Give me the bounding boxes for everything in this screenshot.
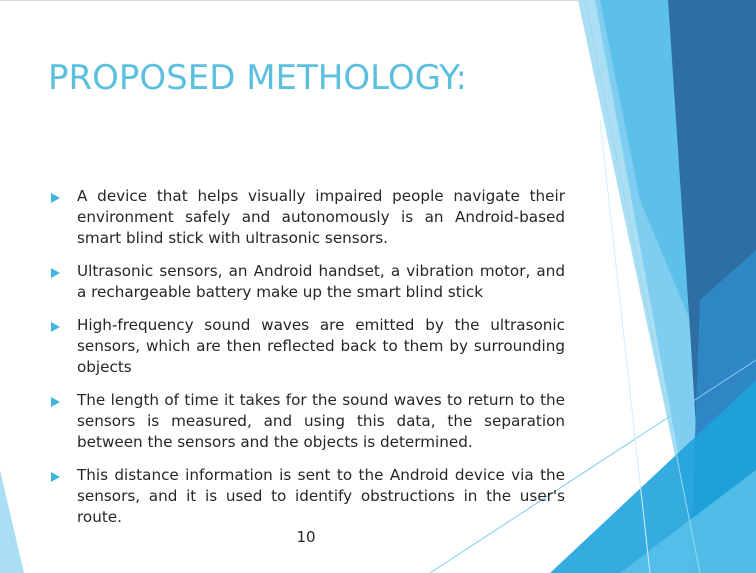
right-triangle-icon [51,268,60,278]
right-triangle-icon [51,322,60,332]
right-triangle-icon [51,472,60,482]
bullet-text: The length of time it takes for the sound waves to return to the sensors is measured, and using this data, the separation between the sensors and the objects is determined. [77,391,565,451]
bullet-item [48,315,565,378]
bullet-item [48,261,565,303]
bullet-text: This distance information is sent to the Android device via the sensors, and it is used to identify obstructions in the user's route. [77,466,565,526]
page-number: 10 [296,528,316,546]
right-triangle-icon [51,193,60,203]
left-facet-sliver [0,470,24,573]
bullet-item [48,465,565,528]
bullet-item [48,390,565,453]
bullet-list [48,186,565,540]
bullet-text: High-frequency sound waves are emitted by the ultrasonic sensors, which are then reflected back to them by surrounding objects [77,316,565,376]
right-triangle-icon [51,397,60,407]
bullet-text: Ultrasonic sensors, an Android handset, a vibration motor, and a rechargeable battery make up the smart blind stick [77,262,565,301]
bullet-item [48,186,565,249]
bullet-text: A device that helps visually impaired people navigate their environment safely and autonomously is an Android-based smart blind stick with ultrasonic sensors. [77,187,565,247]
slide-title: PROPOSED METHOLOGY: [48,58,467,98]
